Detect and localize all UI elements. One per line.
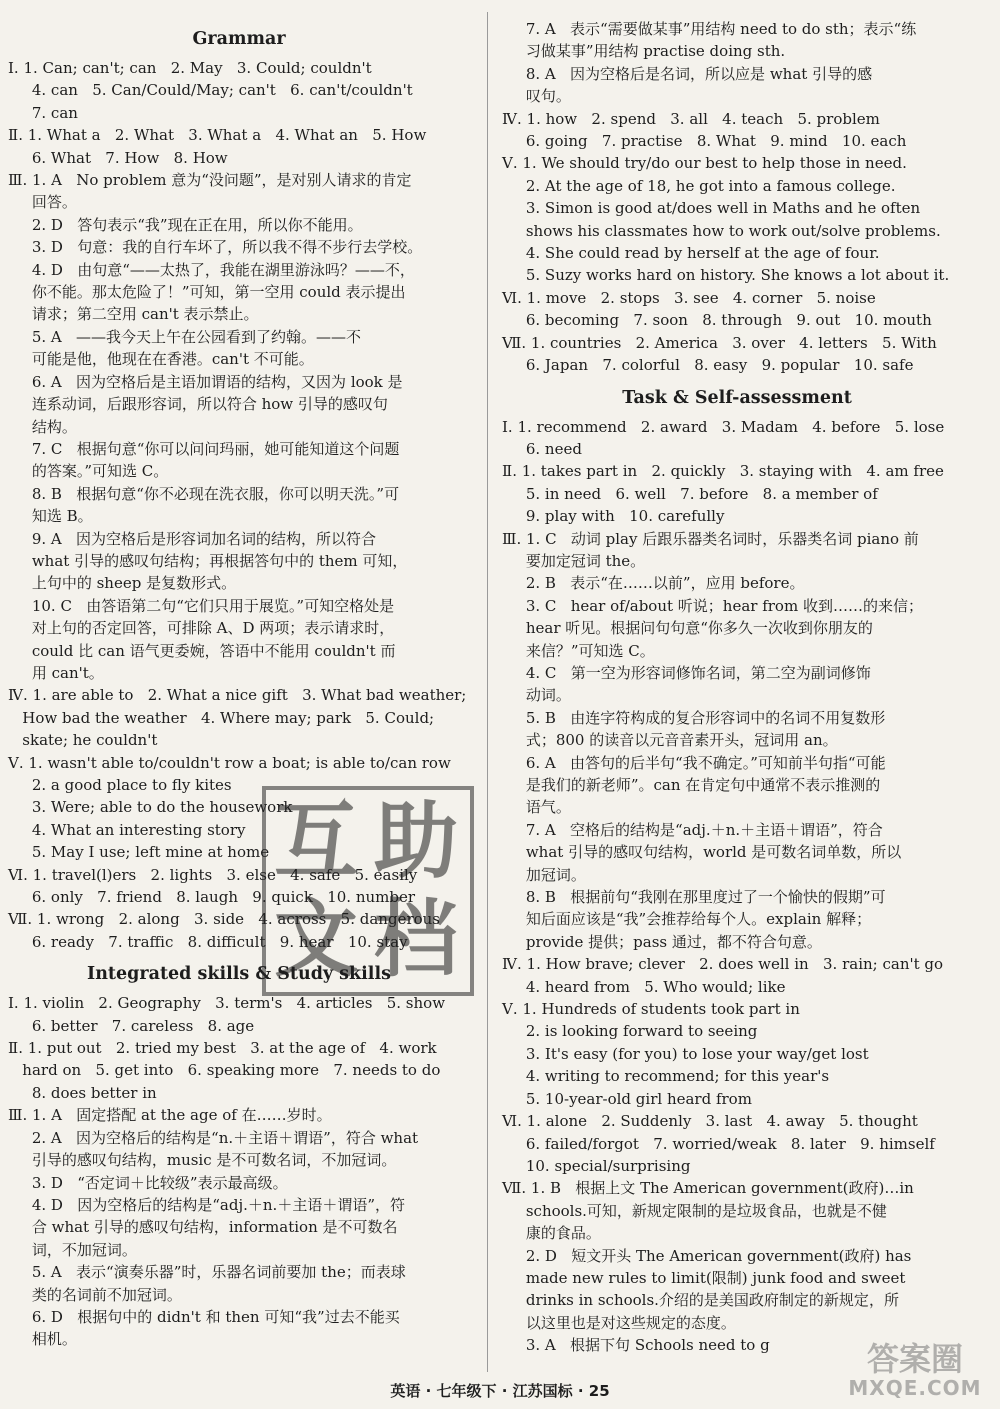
answer-line: 6. A 由答句的后半句“我不确定。”可知前半句指“可能 [502, 753, 886, 772]
answer-line: 3. A 根据下句 Schools need to g [502, 1336, 770, 1355]
answer-line: 8. does better in [8, 1083, 157, 1102]
answer-line: 10. C 由答语第二句“它们只用于展览。”可知空格处是 [8, 596, 395, 615]
answer-line: 6. better 7. careless 8. age [8, 1016, 255, 1035]
stamp-char: 文 [274, 890, 359, 988]
answer-line: hear 听见。根据问句句意“你多久一次收到你朋友的 [502, 619, 873, 638]
answer-line: Ⅰ. 1. Can; can't; can 2. May 3. Could; couldn't [8, 59, 372, 77]
answer-line: 动词。 [502, 686, 571, 705]
page-footer: 英语 · 七年级下 · 江苏国标 · 25 [390, 1382, 610, 1400]
integrated-skills-title: Integrated skills & Study skills [87, 964, 391, 985]
answer-line: 引导的感叹句结构，music 是不可数名词，不加冠词。 [8, 1151, 397, 1170]
answer-line: 7. A 空格后的结构是“adj.＋n.＋主语＋谓语”，符合 [502, 820, 883, 839]
answer-line: 3. It's easy (for you) to lose your way/get lost [502, 1044, 869, 1063]
watermark-logo-bottom: MXQE.COM [848, 1376, 982, 1400]
answer-line: provide 提供；pass 通过，都不符合句意。 [502, 932, 822, 951]
answer-line: 知后面应该是“我”会推荐给每个人。explain 解释； [502, 910, 872, 929]
answer-line: 类的名词前不加冠词。 [8, 1285, 182, 1304]
answer-line: 回答。 [8, 193, 77, 212]
answer-line: 加冠词。 [502, 865, 586, 884]
answer-line: 你不能。那太危险了！”可知，第一空用 could 表示提出 [8, 283, 406, 302]
answer-line: Ⅴ. 1. We should try/do our best to help those in need. [502, 154, 907, 173]
answer-line: 5. Suzy works hard on history. She knows a lot about it. [502, 266, 950, 285]
answer-line: 知选 B。 [8, 507, 93, 526]
answer-line: Ⅳ. 1. How brave; clever 2. does well in 3. rain; can't go [502, 955, 944, 974]
answer-line: made new rules to limit(限制) junk food and sweet [502, 1268, 906, 1287]
answer-line: 词，不加冠词。 [8, 1240, 137, 1259]
answer-line: Ⅱ. 1. What a 2. What 3. What a 4. What an 5. How [8, 126, 427, 145]
answer-line: Ⅳ. 1. are able to 2. What a nice gift 3. What bad weather; [8, 686, 467, 705]
answer-line: 7. C 根据句意“你可以问问玛丽，她可能知道这个问题 [8, 439, 400, 458]
answer-line: drinks in schools.介绍的是美国政府制定的新规定，所 [502, 1291, 899, 1310]
answer-line: 叹句。 [502, 87, 571, 106]
answer-line: 5. 10-year-old girl heard from [502, 1089, 752, 1108]
answer-line: 9. play with 10. carefully [502, 507, 725, 526]
answer-line: Ⅵ. 1. alone 2. Suddenly 3. last 4. away 5. thought [502, 1112, 918, 1131]
answer-line: could 比 can 语气更委婉，答语中不能用 couldn't 而 [8, 641, 396, 660]
answer-line: 来信？”可知选 C。 [502, 641, 655, 660]
answer-line: Ⅶ. 1. wrong 2. along 3. side 4. across 5. dangerous [8, 910, 441, 929]
answer-line: Ⅶ. 1. countries 2. America 3. over 4. letters 5. With [502, 333, 937, 352]
stamp-char: 互 [274, 792, 359, 890]
answer-line: 7. can [8, 103, 78, 122]
answer-line: 3. D 句意：我的自行车坏了，所以我不得不步行去学校。 [8, 238, 423, 257]
answer-line: 6. What 7. How 8. How [8, 148, 228, 167]
answer-line: 2. A 因为空格后的结构是“n.＋主语＋谓语”，符合 what [8, 1128, 419, 1147]
answer-line: Ⅵ. 1. move 2. stops 3. see 4. corner 5. noise [502, 288, 876, 307]
answer-line: 4. can 5. Can/Could/May; can't 6. can't/couldn't [8, 81, 413, 100]
answer-line: schools.可知，新规定限制的是垃圾食品，也就是不健 [502, 1201, 887, 1220]
answer-line: 习做某事”用结构 practise doing sth. [502, 42, 786, 61]
answer-line: 6. A 因为空格后是主语加谓语的结构，又因为 look 是 [8, 372, 403, 391]
answer-line: 4. D 由句意“——太热了，我能在湖里游泳吗？——不， [8, 260, 415, 279]
answer-line: 对上句的否定回答，可排除 A、D 两项；表示请求时， [8, 619, 395, 638]
stamp-char: 助 [374, 792, 459, 890]
task-answers [502, 416, 972, 1357]
answer-line: 4. What an interesting story [8, 820, 246, 839]
answer-line: 10. special/surprising [502, 1156, 691, 1175]
answer-line: 6. D 根据句中的 didn't 和 then 可知“我”过去不能买 [8, 1307, 400, 1326]
answer-line: skate; he couldn't [8, 731, 158, 750]
answer-line: 2. At the age of 18, he got into a famous college. [502, 176, 896, 195]
answer-line: 8. B 根据前句“我刚在那里度过了一个愉快的假期”可 [502, 888, 886, 907]
answer-line: 5. May I use; left mine at home [8, 843, 270, 862]
watermark-logo-top: 答案圈 [866, 1340, 963, 1378]
answer-line: Ⅴ. 1. wasn't able to/couldn't row a boat; is able to/can row [8, 753, 451, 772]
answer-line: 6. becoming 7. soon 8. through 9. out 10. mouth [502, 311, 932, 330]
answer-line: 9. A 因为空格后是形容词加名词的结构，所以符合 [8, 529, 377, 548]
answer-line: 6. Japan 7. colorful 8. easy 9. popular 10. safe [502, 356, 914, 375]
answer-line: 2. is looking forward to seeing [502, 1022, 758, 1041]
answer-line: 康的食品。 [502, 1224, 601, 1243]
column-divider [487, 12, 488, 1372]
answer-line: 6. failed/forgot 7. worried/weak 8. later 9. himself [502, 1134, 935, 1153]
answer-line: 5. A ——我今天上午在公园看到了约翰。——不 [8, 327, 362, 346]
watermark-logo [840, 1341, 990, 1403]
answer-line: 可能是他，他现在在香港。can't 不可能。 [8, 350, 314, 369]
answer-line: 是我们的新老师”。can 在肯定句中通常不表示推测的 [502, 776, 881, 794]
answer-line: 4. She could read by herself at the age of four. [502, 244, 880, 263]
answer-line: what 引导的感叹句结构，world 是可数名词单数，所以 [502, 843, 902, 862]
answer-line: 2. D 答句表示“我”现在正在用，所以你不能用。 [8, 215, 363, 234]
answer-line: 语气。 [502, 798, 571, 817]
answer-line: 4. D 因为空格后的结构是“adj.＋n.＋主语＋谓语”，符 [8, 1195, 405, 1214]
answer-line: 5. in need 6. well 7. before 8. a member of [502, 484, 878, 503]
answer-line: shows his classmates how to work out/solve problems. [502, 221, 941, 240]
answer-line: 4. writing to recommend; for this year's [502, 1067, 830, 1086]
answer-line: 3. C hear of/about 听说；hear from 收到……的来信； [502, 596, 923, 615]
answer-line: Ⅵ. 1. travel(l)ers 2. lights 3. else 4. safe 5. easily [8, 865, 418, 884]
answer-line: 7. A 表示“需要做某事”用结构 need to do sth；表示“练 [502, 20, 917, 38]
answer-line: Ⅶ. 1. B 根据上文 The American government(政府)…in [502, 1179, 914, 1198]
answer-line: 5. B 由连字符构成的复合形容词中的名词不用复数形 [502, 708, 886, 727]
answer-line: 4. heard from 5. Who would; like [502, 977, 786, 996]
answer-line: How bad the weather 4. Where may; park 5. Could; [8, 708, 435, 727]
integrated-skills-answers [8, 992, 470, 1351]
answer-line: Ⅰ. 1. violin 2. Geography 3. term's 4. articles 5. show [8, 994, 446, 1013]
answer-line: Ⅲ. 1. C 动词 play 后跟乐器类名词时，乐器类名词 piano 前 [502, 529, 919, 548]
answer-line: 的答案。”可知选 C。 [8, 462, 169, 481]
grammar-answers-continued [502, 18, 972, 377]
answer-line: 6. need [502, 439, 582, 458]
answer-line: 2. a good place to fly kites [8, 776, 232, 794]
grammar-title: Grammar [192, 29, 286, 49]
answer-line: 6. going 7. practise 8. What 9. mind 10. each [502, 132, 907, 151]
answer-line: 8. B 根据句意“你不必现在洗衣服，你可以明天洗。”可 [8, 484, 400, 503]
answer-line: Ⅴ. 1. Hundreds of students took part in [502, 1000, 800, 1019]
left-column [8, 18, 470, 1351]
answer-line: 要加定冠词 the。 [502, 551, 646, 570]
answer-line: 合 what 引导的感叹句结构，information 是不可数名 [8, 1218, 398, 1237]
answer-line: 连系动词，后跟形容词，所以符合 how 引导的感叹句 [8, 395, 388, 414]
answer-line: 3. Were; able to do the housework [8, 798, 293, 817]
answer-line: Ⅳ. 1. how 2. spend 3. all 4. teach 5. problem [502, 109, 880, 128]
answer-line: 6. ready 7. traffic 8. difficult 9. hear 10. stay [8, 932, 408, 951]
answer-line: Ⅱ. 1. put out 2. tried my best 3. at the age of 4. work [8, 1039, 437, 1058]
task-title: Task & Self-assessment [622, 387, 852, 408]
answer-line: 6. only 7. friend 8. laugh 9. quick 10. number [8, 888, 416, 907]
answer-line: 相机。 [8, 1330, 77, 1349]
answer-line: Ⅲ. 1. A No problem 意为“没问题”，是对别人请求的肯定 [8, 171, 412, 190]
answer-line: 请求；第二空用 can't 表示禁止。 [8, 305, 259, 324]
answer-line: 用 can't。 [8, 663, 104, 682]
answer-line: 3. Simon is good at/does well in Maths and he often [502, 199, 921, 218]
answer-line: 上句中的 sheep 是复数形式。 [8, 574, 237, 593]
answer-line: hard on 5. get into 6. speaking more 7. needs to do [8, 1061, 441, 1080]
answer-line: Ⅰ. 1. recommend 2. award 3. Madam 4. before 5. lose [502, 417, 945, 436]
answer-line: Ⅲ. 1. A 固定搭配 at the age of 在……岁时。 [8, 1106, 332, 1125]
answer-line: 2. D 短文开头 The American government(政府) has [502, 1246, 912, 1265]
answer-line: what 引导的感叹句结构；再根据答句中的 them 可知， [8, 551, 408, 570]
answer-line: 式；800 的读音以元音音素开头，冠词用 an。 [502, 731, 838, 750]
answer-line: 5. A 表示“演奏乐器”时，乐器名词前要加 the；而表球 [8, 1263, 406, 1282]
answer-line: 结构。 [8, 417, 77, 436]
stamp-char: 档 [374, 890, 459, 988]
right-column [502, 18, 972, 1357]
answer-line: 3. D “否定词＋比较级”表示最高级。 [8, 1173, 288, 1192]
answer-line: 2. B 表示“在……以前”，应用 before。 [502, 574, 805, 593]
watermark-stamp [262, 786, 474, 996]
answer-line: Ⅱ. 1. takes part in 2. quickly 3. staying with 4. am free [502, 462, 944, 481]
answer-line: 以这里也是对这些规定的态度。 [502, 1313, 736, 1332]
answer-line: 8. A 因为空格后是名词，所以应是 what 引导的感 [502, 64, 873, 83]
answer-line: 4. C 第一空为形容词修饰名词，第二空为副词修饰 [502, 663, 871, 682]
